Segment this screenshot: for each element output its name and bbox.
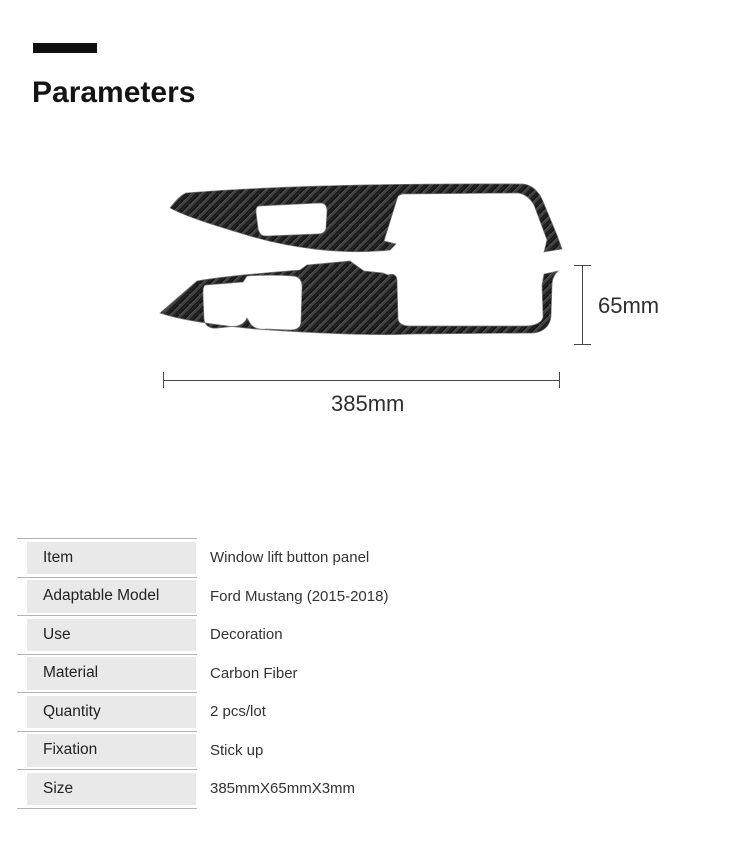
spec-label: Material (27, 657, 196, 690)
spec-value: Ford Mustang (2015-2018) (210, 587, 389, 605)
spec-row-size (17, 769, 356, 808)
width-dimension-label: 385mm (331, 391, 405, 416)
product-panel-bottom (160, 261, 558, 335)
spec-row-item (17, 538, 370, 577)
spec-row-use (17, 615, 283, 654)
height-dimension-label: 65mm (598, 293, 660, 318)
width-dimension-tick-right (559, 372, 560, 388)
spec-value: Carbon Fiber (210, 664, 298, 682)
spec-row-quantity (17, 692, 266, 731)
width-dimension-tick-left (163, 372, 164, 388)
spec-label: Use (27, 619, 196, 652)
spec-row-adaptable-model (17, 577, 389, 616)
spec-value: Stick up (210, 741, 264, 759)
product-panel-top (170, 184, 562, 252)
product-image (140, 175, 580, 365)
spec-value: Window lift button panel (210, 549, 370, 567)
spec-value: Decoration (210, 626, 283, 644)
spec-table (17, 538, 389, 809)
spec-label: Item (27, 542, 196, 575)
accent-bar (33, 43, 97, 53)
page-title: Parameters (32, 76, 196, 110)
spec-value: 2 pcs/lot (210, 703, 266, 721)
spec-label: Fixation (27, 734, 196, 767)
spec-label: Adaptable Model (27, 580, 196, 613)
width-dimension-line (163, 380, 560, 381)
spec-label: Size (27, 773, 196, 806)
height-dimension-line (582, 266, 583, 345)
spec-row-fixation (17, 731, 264, 770)
height-dimension-tick-bottom (574, 344, 591, 345)
spec-row-material (17, 654, 298, 693)
spec-label: Quantity (27, 696, 196, 729)
spec-value: 385mmX65mmX3mm (210, 780, 356, 798)
height-dimension-tick-top (574, 265, 591, 266)
